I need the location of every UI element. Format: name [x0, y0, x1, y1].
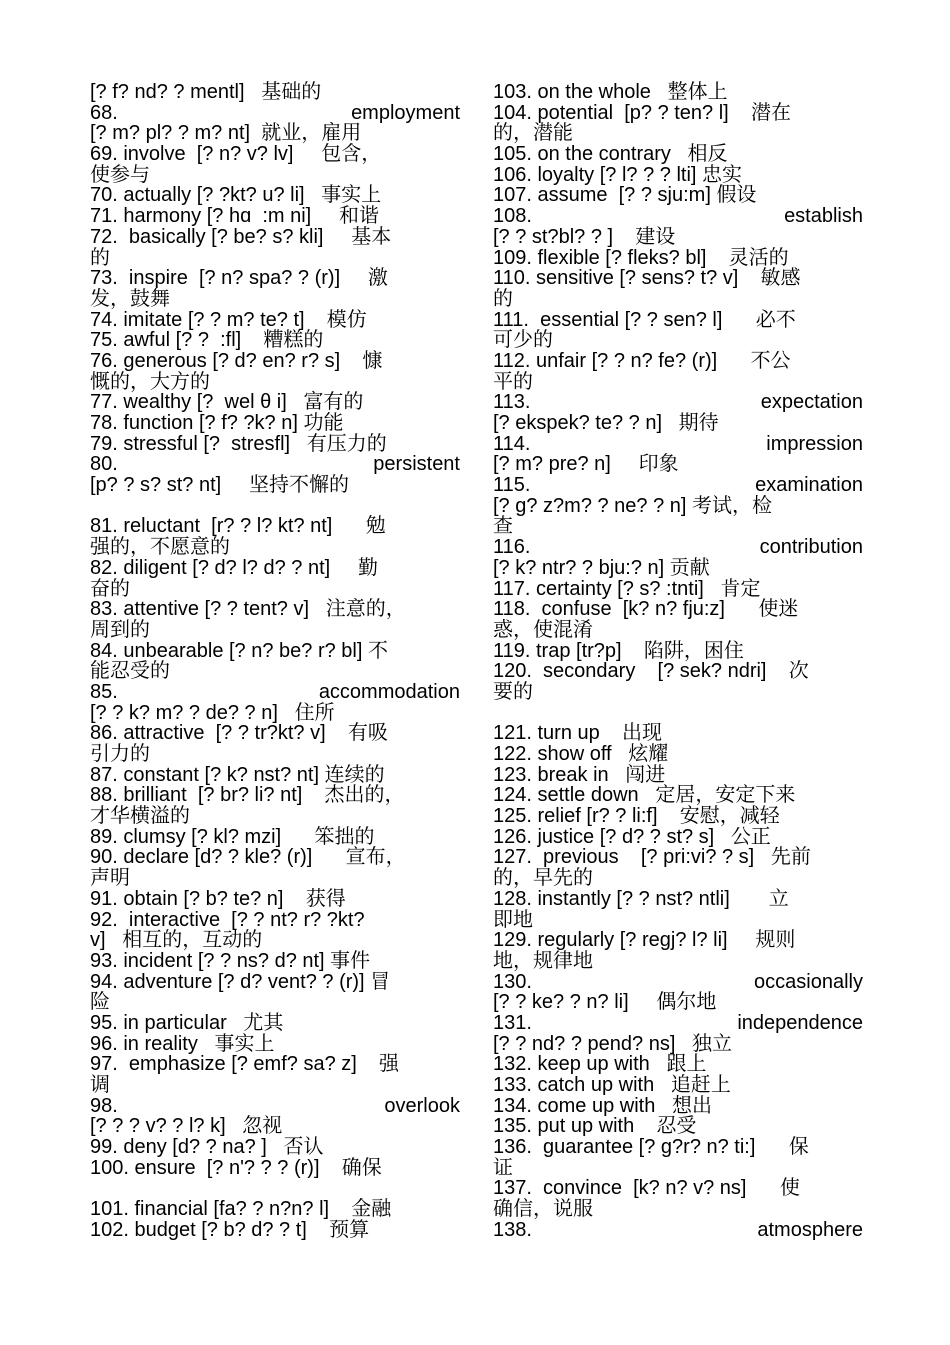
vocab-line: 确信，说服: [493, 1198, 593, 1221]
vocab-line: [493, 1013, 863, 1034]
entry-word: examination: [755, 474, 863, 497]
vocab-line: 118. confuse [k? n? fju:z] 使迷: [493, 598, 799, 621]
vocab-line: [? ekspek? te? ? n] 期待: [493, 412, 719, 434]
vocab-line: [? ? k? m? ? de? ? n] 住所: [90, 701, 335, 724]
vocab-line: 125. relief [r? ? li:f] 安慰，减轻: [493, 805, 780, 828]
vocab-line: 109. flexible [? fleks? bl] 灵活的: [493, 246, 789, 269]
vocab-line: 证: [493, 1156, 513, 1179]
vocab-line: 即地: [493, 908, 533, 931]
vocab-line: 91. obtain [? b? te? n] 获得: [90, 887, 346, 910]
entry-word: employment: [351, 101, 460, 124]
vocab-line: 的: [90, 246, 110, 269]
vocab-line: 128. instantly [? ? nst? ntli] 立: [493, 887, 789, 910]
vocab-line: 周到的: [90, 618, 150, 641]
vocab-line: 88. brilliant [? br? li? nt] 杰出的，: [90, 784, 405, 807]
vocab-line: v] 相互的，互动的: [90, 929, 263, 952]
vocab-line: [493, 206, 863, 227]
vocab-line: [493, 475, 863, 496]
vocab-line: [493, 972, 863, 993]
vocab-line: 75. awful [? ? :fl] 糟糕的: [90, 329, 324, 352]
vocab-line: 调: [90, 1074, 110, 1096]
vocab-line: [493, 434, 863, 455]
vocab-line: [90, 454, 460, 475]
vocab-line: 111. essential [? ? sen? l] 必不: [493, 308, 796, 331]
vocab-line: 112. unfair [? ? n? fe? (r)] 不公: [493, 349, 791, 372]
vocab-line: [? k? ntr? ? bju:? n] 贡献: [493, 556, 710, 579]
vocab-line: [? m? pl? ? m? nt] 就业，雇用: [90, 122, 362, 145]
vocab-line: 124. settle down 定居，安定下来: [493, 784, 796, 807]
vocab-line: 强的，不愿意的: [90, 536, 230, 559]
vocab-line: 才华横溢的: [90, 805, 190, 828]
vocab-line: 93. incident [? ? ns? d? nt] 事件: [90, 949, 371, 972]
vocab-line: [493, 703, 863, 724]
entry-number: 108.: [493, 205, 532, 228]
entry-word: overlook: [384, 1094, 460, 1117]
vocab-line: 92. interactive [? ? nt? r? ?kt?: [90, 908, 365, 931]
vocab-line: 77. wealthy [? wel θ i] 富有的: [90, 391, 364, 414]
vocab-line: 133. catch up with 追赶上: [493, 1074, 731, 1096]
right-column: [493, 82, 863, 1241]
vocab-line: 101. financial [fa? ? n?n? l] 金融: [90, 1198, 392, 1221]
entry-word: establish: [784, 205, 863, 228]
vocab-line: 97. emphasize [? emf? sa? z] 强: [90, 1053, 400, 1076]
entry-number: 80.: [90, 453, 118, 476]
vocab-line: 87. constant [? k? nst? nt] 连续的: [90, 763, 385, 786]
vocab-line: 110. sensitive [? sens? t? v] 敏感: [493, 267, 801, 290]
vocab-line: 95. in particular 尤其: [90, 1011, 284, 1034]
entry-word: persistent: [373, 453, 460, 476]
entry-number: 138.: [493, 1218, 532, 1241]
vocab-line: 声明: [90, 867, 130, 890]
vocab-line: 要的: [493, 680, 533, 703]
vocab-line: [90, 103, 460, 124]
vocab-line: 90. declare [d? ? kle? (r)] 宣布，: [90, 846, 406, 869]
entry-word: contribution: [759, 536, 863, 559]
vocab-line: 引力的: [90, 743, 150, 765]
entry-number: 85.: [90, 680, 118, 703]
vocab-line: 的: [493, 287, 513, 310]
vocab-line: 107. assume [? ? sju:m] 假设: [493, 184, 757, 207]
vocab-line: [? ? st?bl? ? ] 建设: [493, 225, 676, 248]
left-column: [90, 82, 460, 1241]
vocab-line: 70. actually [? ?kt? u? li] 事实上: [90, 184, 382, 207]
vocab-line: 102. budget [? b? d? ? t] 预算: [90, 1218, 370, 1241]
vocab-line: 135. put up with 忍受: [493, 1115, 697, 1138]
vocab-line: 地，规律地: [493, 949, 593, 972]
entry-number: 114.: [493, 432, 531, 455]
vocab-line: 79. stressful [? stresfl] 有压力的: [90, 432, 387, 455]
vocab-line: 发，鼓舞: [90, 287, 170, 310]
vocab-line: 73. inspire [? n? spa? ? (r)] 激: [90, 267, 388, 290]
vocab-line: 惑，使混淆: [493, 618, 593, 641]
vocab-line: [? m? pre? n] 印象: [493, 453, 679, 476]
vocab-line: 74. imitate [? ? m? te? t] 模仿: [90, 308, 367, 331]
vocab-line: 查: [493, 515, 513, 538]
vocab-line: 险: [90, 991, 110, 1014]
vocab-line: 123. break in 闯进: [493, 763, 666, 786]
vocab-line: 78. function [? f? ?k? n] 功能: [90, 412, 344, 434]
entry-word: independence: [737, 1011, 863, 1034]
entry-word: accommodation: [318, 680, 460, 703]
vocab-line: 103. on the whole 整体上: [493, 81, 728, 103]
vocab-line: 121. turn up 出现: [493, 722, 662, 745]
vocab-line: 105. on the contrary 相反: [493, 143, 728, 166]
vocab-line: 96. in reality 事实上: [90, 1032, 275, 1055]
vocab-line: 122. show off 炫耀: [493, 743, 669, 765]
vocab-line: 106. loyalty [? l? ? ? lti] 忠实: [493, 163, 743, 186]
vocab-line: 89. clumsy [? kl? mzi] 笨拙的: [90, 825, 375, 848]
vocab-line: 奋的: [90, 577, 130, 600]
vocab-line: [90, 496, 460, 517]
vocab-line: 127. previous [? pri:vi? ? s] 先前: [493, 846, 811, 869]
vocab-line: 104. potential [p? ? ten? l] 潜在: [493, 101, 791, 124]
vocab-line: [? g? z?m? ? ne? ? n] 考试，检: [493, 494, 773, 517]
entry-number: 68.: [90, 101, 118, 124]
vocab-line: 117. certainty [? s? :tnti] 肯定: [493, 577, 761, 600]
vocab-line: 132. keep up with 跟上: [493, 1053, 707, 1076]
vocab-line: [493, 1220, 863, 1241]
vocab-line: 94. adventure [? d? vent? ? (r)] 冒: [90, 970, 391, 993]
entry-number: 131.: [493, 1011, 532, 1034]
entry-number: 116.: [493, 536, 531, 559]
entry-number: 113.: [493, 391, 531, 414]
vocab-line: [493, 392, 863, 413]
vocab-line: 86. attractive [? ? tr?kt? v] 有吸: [90, 722, 388, 745]
vocab-line: 平的: [493, 370, 533, 393]
entry-word: impression: [766, 432, 863, 455]
vocab-line: [90, 1178, 460, 1199]
vocab-line: 69. involve [? n? v? lv] 包含，: [90, 143, 382, 166]
vocab-line: 126. justice [? d? ? st? s] 公正: [493, 825, 771, 848]
entry-word: atmosphere: [757, 1218, 863, 1241]
vocab-line: 83. attentive [? ? tent? v] 注意的，: [90, 598, 406, 621]
vocab-line: 72. basically [? be? s? kli] 基本: [90, 225, 392, 248]
entry-number: 130.: [493, 970, 532, 993]
vocab-line: [? f? nd? ? mentl] 基础的: [90, 81, 322, 103]
vocab-line: 129. regularly [? regj? l? li] 规则: [493, 929, 796, 952]
vocab-line: 的，早先的: [493, 867, 593, 890]
vocab-line: [? ? ? v? ? l? k] 忽视: [90, 1115, 283, 1138]
vocab-line: 137. convince [k? n? v? ns] 使: [493, 1177, 800, 1200]
vocab-line: 可少的: [493, 329, 553, 352]
vocab-line: 81. reluctant [r? ? l? kt? nt] 勉: [90, 515, 386, 538]
vocab-line: 120. secondary [? sek? ndri] 次: [493, 660, 809, 683]
vocab-line: 82. diligent [? d? l? d? ? nt] 勤: [90, 556, 378, 579]
vocab-line: 76. generous [? d? en? r? s] 慷: [90, 349, 383, 372]
vocab-line: 99. deny [d? ? na? ] 否认: [90, 1136, 324, 1159]
vocab-line: 慨的，大方的: [90, 370, 210, 393]
vocab-line: 71. harmony [? hɑ :m ni] 和谐: [90, 205, 380, 228]
entry-number: 98.: [90, 1094, 118, 1117]
vocab-line: 能忍受的: [90, 660, 170, 683]
vocab-line: [? ? nd? ? pend? ns] 独立: [493, 1032, 733, 1055]
entry-word: occasionally: [754, 970, 863, 993]
vocab-line: 119. trap [tr?p] 陷阱，困住: [493, 639, 744, 662]
entry-word: expectation: [760, 391, 863, 414]
vocab-line: 的，潜能: [493, 122, 573, 145]
vocab-line: [493, 537, 863, 558]
vocab-line: [90, 682, 460, 703]
vocab-line: [? ? ke? ? n? li] 偶尔地: [493, 991, 717, 1014]
vocab-line: 使参与: [90, 163, 150, 186]
vocab-line: 100. ensure [? n'? ? ? (r)] 确保: [90, 1156, 382, 1179]
vocab-line: 134. come up with 想出: [493, 1094, 712, 1117]
vocab-line: [90, 1096, 460, 1117]
vocab-line: 136. guarantee [? g?r? n? ti:] 保: [493, 1136, 809, 1159]
entry-number: 115.: [493, 474, 531, 497]
vocab-line: 84. unbearable [? n? be? r? bl] 不: [90, 639, 388, 662]
vocab-line: [p? ? s? st? nt] 坚持不懈的: [90, 474, 349, 497]
